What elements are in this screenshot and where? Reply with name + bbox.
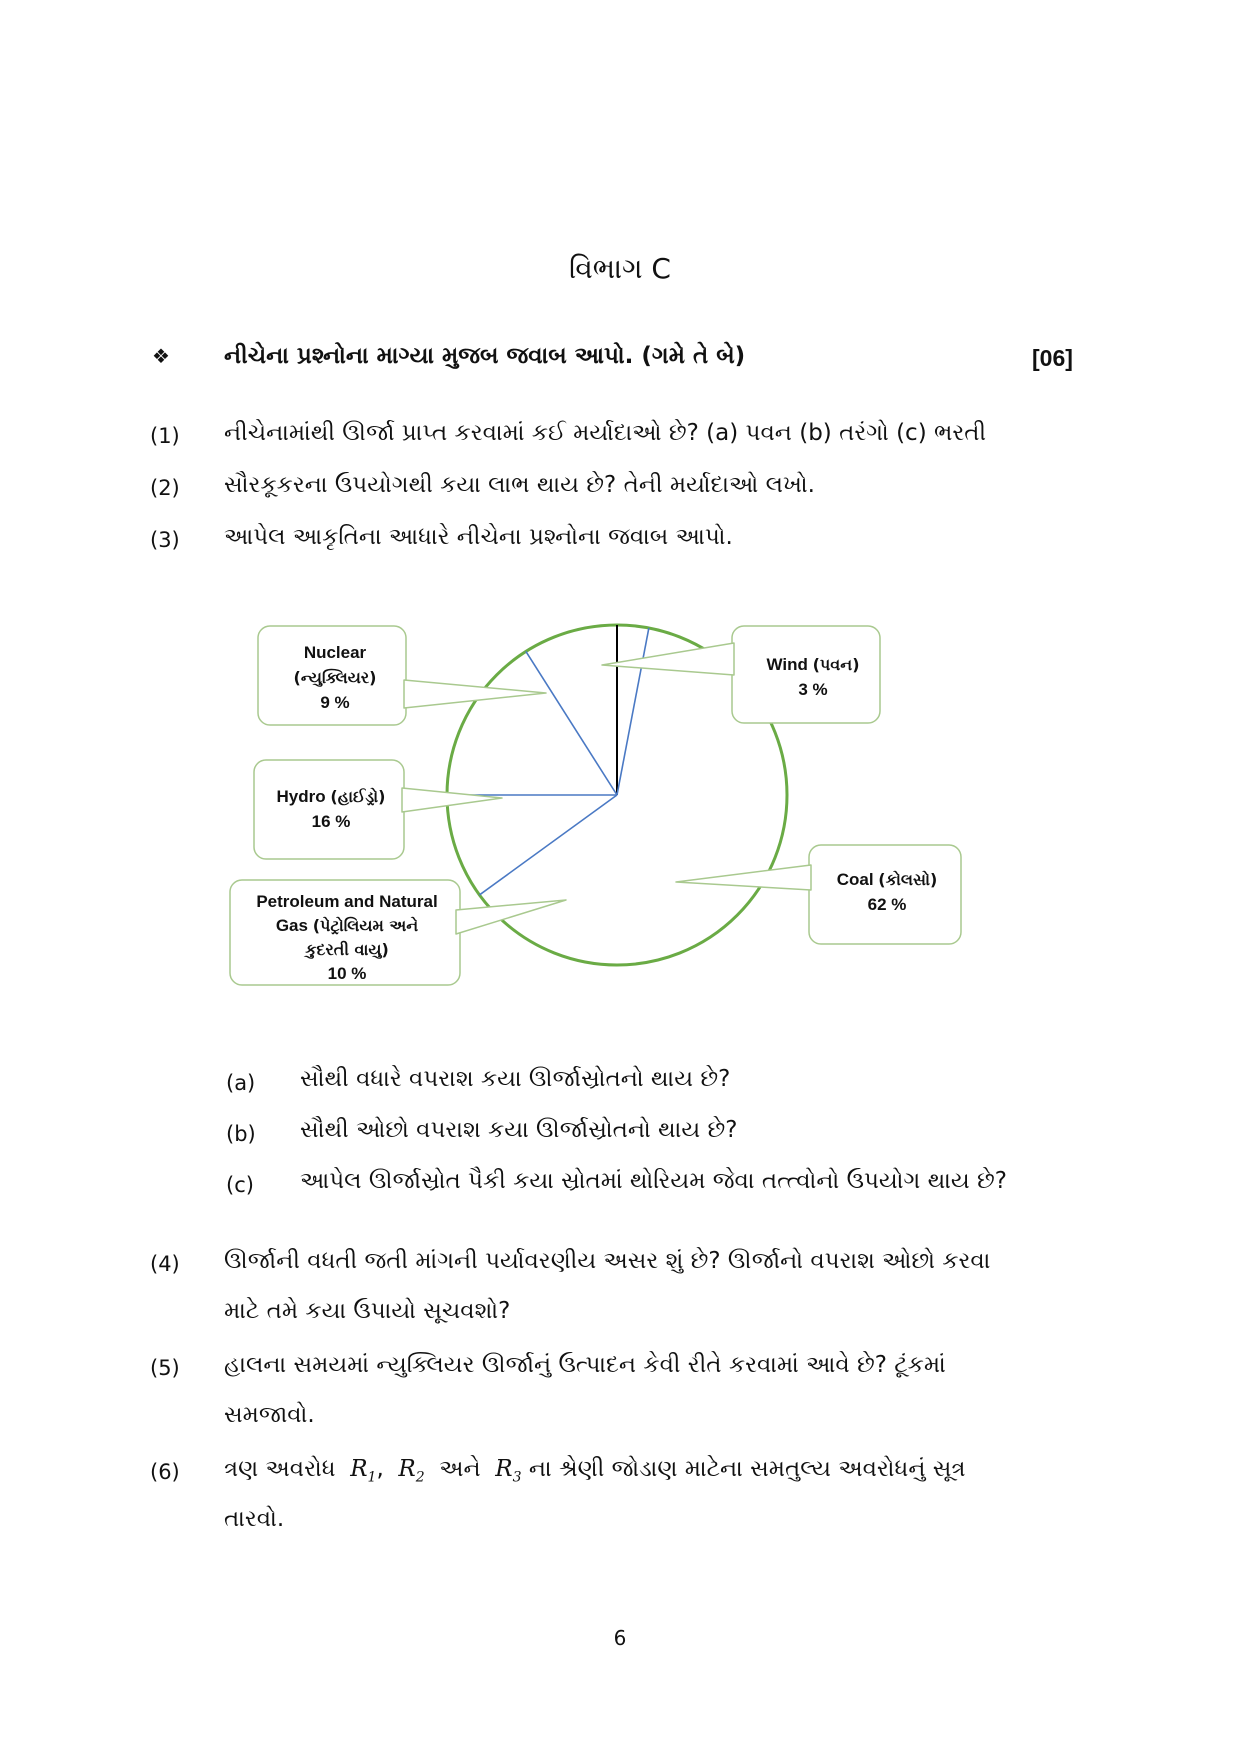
callout-coal bbox=[812, 867, 962, 917]
sub-question-text: સૌથી વધારે વપરાશ કયા ઊર્જાસ્રોતનો થાય છે? bbox=[300, 1066, 731, 1092]
q6-pre: ત્રણ અવરોધ bbox=[224, 1456, 336, 1482]
question-text-line1: ઊર્જાની વધતી જતી માંગની પર્યાવરણીય અસર શું છે? ઊર્જાનો વપરાશ ઓછો કરવા bbox=[224, 1248, 991, 1274]
petroleum-value: 10 % bbox=[327, 964, 367, 983]
question-text-line2: સમજાવો. bbox=[224, 1402, 315, 1428]
wind-value: 3 % bbox=[798, 680, 828, 699]
sub-question-text: સૌથી ઓછો વપરાશ કયા ઊર્જાસ્રોતનો થાય છે? bbox=[300, 1117, 738, 1143]
question-number: (2) bbox=[150, 476, 180, 500]
nuclear-label-gujarati: (ન્યુક્લિયર) bbox=[293, 668, 377, 687]
coal-value: 62 % bbox=[867, 895, 907, 914]
question-number: (6) bbox=[150, 1460, 180, 1484]
question-text-line1: હાલના સમયમાં ન્યુક્લિયર ઊર્જાનું ઉત્પાદન કેવી રીતે કરવામાં આવે છે? ટૂંકમાં bbox=[224, 1352, 946, 1378]
nuclear-value: 9 % bbox=[320, 693, 350, 712]
instruction-bullet-icon: ❖ bbox=[152, 344, 170, 368]
petroleum-label-gujarati-2: કુદરતી વાયુ) bbox=[305, 940, 389, 959]
callout-petroleum bbox=[234, 890, 460, 986]
resistor-r3: $R_3$ bbox=[495, 1456, 522, 1486]
question-number: (3) bbox=[150, 528, 180, 552]
petroleum-label-2: Gas bbox=[275, 916, 308, 935]
hydro-value: 16 % bbox=[311, 812, 351, 831]
page-number: 6 bbox=[613, 1626, 627, 1650]
question-number: (5) bbox=[150, 1356, 180, 1380]
question-number: (4) bbox=[150, 1252, 180, 1276]
sub-question-number: (b) bbox=[226, 1122, 256, 1146]
question-text: સૌરકૂકરના ઉપયોગથી કયા લાભ થાય છે? તેની મર્યાદાઓ લખો. bbox=[224, 472, 815, 498]
nuclear-label: Nuclear bbox=[303, 643, 367, 662]
instruction-marks: [06] bbox=[1032, 345, 1073, 371]
question-text-line2: તારવો. bbox=[224, 1506, 285, 1532]
coal-label: Coal bbox=[836, 870, 874, 889]
q6-post: ના શ્રેણી જોડાણ માટેના સમતુલ્ય અવરોધનું સૂત્ર bbox=[528, 1456, 966, 1482]
resistor-r1: $R_1$ bbox=[350, 1456, 377, 1486]
petroleum-label-gujarati: (પેટ્રોલિયમ અને bbox=[312, 916, 419, 935]
q6-mid: અને bbox=[439, 1456, 481, 1482]
sub-question-number: (c) bbox=[226, 1173, 254, 1197]
petroleum-label: Petroleum and Natural bbox=[256, 892, 438, 911]
resistor-r2: $R_2$ bbox=[398, 1456, 425, 1486]
callout-nuclear bbox=[260, 640, 410, 715]
section-title: વિભાગ C bbox=[569, 252, 671, 285]
hydro-label: Hydro bbox=[276, 787, 326, 806]
question-text-line2: માટે તમે કયા ઉપાયો સૂચવશો? bbox=[224, 1298, 511, 1324]
coal-label-gujarati: (કોલસો) bbox=[878, 870, 938, 889]
question-text: નીચેનામાંથી ઊર્જા પ્રાપ્ત કરવામાં કઈ મર્યાદાઓ છે? (a) પવન (b) તરંગો (c) ભરતી bbox=[224, 420, 987, 446]
question-number: (1) bbox=[150, 424, 180, 448]
wind-label: Wind bbox=[766, 655, 808, 674]
hydro-label-gujarati: (હાઈડ્રો) bbox=[330, 787, 386, 806]
callout-hydro bbox=[256, 784, 406, 834]
wind-label-gujarati: (પવન) bbox=[812, 655, 860, 674]
sub-question-text: આપેલ ઊર્જાસ્રોત પૈકી કયા સ્રોતમાં થોરિયમ જેવા તત્ત્વોનો ઉપયોગ થાય છે? bbox=[300, 1168, 1007, 1194]
question-text-line1: ત્રણ અવરોધ $R_1$, $R_2$ અને $R_3$ ના શ્રેણી જોડાણ માટેના સમતુલ્ય અવરોધનું સૂત્ર bbox=[224, 1456, 966, 1486]
question-text: આપેલ આકૃતિના આધારે નીચેના પ્રશ્નોના જવાબ આપો. bbox=[224, 524, 733, 550]
callout-wind bbox=[738, 652, 888, 702]
sub-question-number: (a) bbox=[226, 1071, 256, 1095]
instruction-text: નીચેના પ્રશ્નોના માગ્યા મુજબ જવાબ આપો. (ગમે તે બે) bbox=[224, 343, 746, 369]
